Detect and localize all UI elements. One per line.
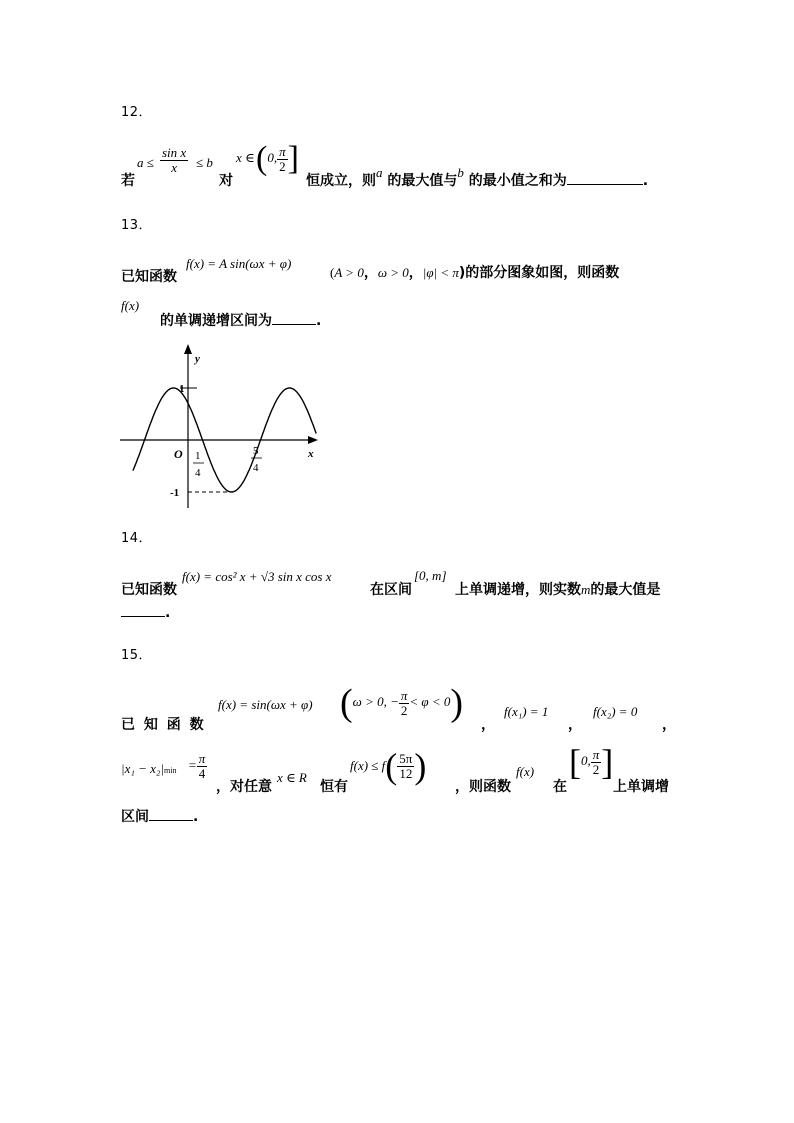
q14-lead: 已知函数: [121, 582, 177, 598]
q15-fx1: f(x₁) = 1: [504, 704, 549, 719]
question-14-number: 14．: [121, 531, 153, 546]
tick-five-quarter-top: 5: [253, 445, 259, 457]
q14-tail2: 的最大值是: [590, 582, 661, 598]
tick-quarter-bot: 4: [195, 467, 201, 479]
q14-mid: 在区间: [370, 582, 412, 598]
q15-text2: 恒有: [320, 779, 348, 795]
q13-lead: 已知函数: [121, 269, 177, 285]
q15-comma1: ，: [481, 717, 495, 733]
q15-line3: [121, 806, 198, 826]
q13-end: .: [316, 313, 322, 329]
q13-tail2: 的单调递增区间为: [160, 313, 272, 329]
q15-func: f(x) = sin(ωx + φ): [218, 697, 313, 712]
q12-int-top: π: [279, 143, 286, 159]
tick-quarter-top: 1: [195, 450, 201, 462]
q12-text3: 的最小值之和为: [468, 173, 567, 189]
q14-end: .: [165, 605, 171, 621]
q12-var-b: b: [457, 165, 464, 180]
q12-text2: 的最大值与: [387, 173, 458, 189]
q15-eq: =: [188, 757, 197, 773]
q15-cond-frac-top: π: [400, 687, 408, 703]
y-axis-label: y: [195, 353, 200, 365]
q12-ineq-right: ≤ b: [196, 155, 213, 170]
q15-condition: (ω > 0, − $\frac{\pi}{2}$ < φ < 0): [340, 682, 464, 724]
q15-absdiff-group: [121, 761, 176, 777]
q13-sine-graph: [115, 340, 325, 515]
q13-cond1: A > 0: [334, 265, 364, 280]
q15-fx2: f(x₂) = 0: [593, 704, 638, 719]
q15-pi-bot: 4: [198, 766, 206, 781]
q12-interval: (0, $\frac{\pi}{2}$ ]: [256, 140, 299, 177]
q12-text1: 恒成立，则: [306, 173, 376, 189]
y-axis-arrow-icon: [184, 344, 192, 354]
q15-int-zero: 0,: [581, 752, 591, 768]
q12-end: .: [642, 173, 649, 189]
q15-comma3: ，: [662, 717, 676, 733]
q15-comma2: ，: [568, 717, 582, 733]
q15-text3: ，则函数: [455, 779, 511, 795]
q12-dui: 对: [219, 173, 233, 189]
q15-cond-b: < φ < 0: [409, 693, 451, 709]
q13-conditions: [330, 262, 619, 282]
q13-tail2-line: [160, 310, 321, 330]
q12-var-a: a: [376, 165, 383, 180]
q12-int-bot: 2: [279, 158, 286, 174]
q15-pi-top: π: [198, 751, 206, 766]
q12-lead: 若: [121, 173, 135, 189]
x-axis-label: x: [308, 448, 314, 460]
q13-cond3: |φ| < π: [422, 265, 459, 280]
q15-cond-frac-bot: 2: [400, 702, 408, 718]
q15-forall: x ∈ R: [277, 770, 307, 785]
x-axis-arrow-icon: [308, 436, 318, 444]
q12-answer-blank[interactable]: [567, 184, 643, 185]
q15-cond-a: ω > 0, −: [352, 693, 399, 709]
q13-comma1: ，: [363, 265, 378, 281]
q14-answer-blank[interactable]: [121, 616, 165, 617]
q15-text5: 上单调增: [613, 779, 669, 795]
q12-frac-top: sin x: [162, 145, 187, 160]
q15-func2: f(x): [516, 764, 535, 779]
question-15-number: 15．: [121, 648, 153, 663]
q13-cond-open: (: [330, 265, 335, 280]
q13-func: f(x) = A sin(ωx + φ): [186, 256, 292, 271]
origin-label: O: [174, 447, 183, 461]
y-max-label: 1: [179, 383, 185, 395]
q14-tail-line: [455, 579, 660, 599]
q13-comma2: ，: [408, 265, 423, 281]
q15-end: .: [193, 809, 199, 825]
q15-interval: [0, $\frac{\pi}{2}$ ]: [569, 742, 614, 782]
q15-big-bot: 12: [399, 765, 413, 781]
q15-int-top: π: [592, 746, 600, 762]
q14-func: f(x) = cos² x + √3 sin x cos x: [182, 569, 332, 584]
q15-min-sub: min: [164, 766, 177, 775]
q12-domain-x: x ∈: [236, 150, 255, 165]
q13-cond2: ω > 0: [377, 265, 409, 280]
q12-frac-bot: x: [171, 160, 177, 175]
q14-tail: 上单调递增，则实数: [455, 582, 581, 598]
q15-text1: ，对任意: [216, 779, 272, 795]
q12-fraction: [160, 146, 188, 175]
q15-line3-text: 区间: [121, 809, 149, 825]
q15-int-bot: 2: [592, 761, 600, 777]
question-12-number: 12．: [121, 105, 153, 120]
q14-var-m: m: [581, 582, 591, 597]
q15-answer-blank[interactable]: [149, 820, 193, 821]
q15-pi-over-4: [188, 752, 207, 781]
q15-absdiff: |x₁ − x₂|: [121, 761, 164, 776]
q15-lead: 已 知 函 数: [121, 717, 204, 733]
q14-blank-line: [121, 605, 170, 621]
q15-ineq: f(x) ≤ f: [350, 758, 386, 773]
q12-text-line: [306, 165, 649, 190]
tick-five-quarter-bot: 4: [253, 462, 259, 474]
q15-big-top: 5π: [399, 750, 413, 766]
y-min-label: -1: [170, 487, 180, 499]
q13-tail1: )的部分图象如图，则函数: [458, 265, 620, 281]
question-13-number: 13．: [121, 218, 153, 233]
q15-text4: 在: [553, 779, 567, 795]
q12-int-zero: 0,: [267, 149, 278, 165]
q13-answer-blank[interactable]: [272, 324, 316, 325]
q14-interval: [0, m]: [414, 568, 447, 583]
q13-func2: f(x): [121, 298, 140, 313]
q12-ineq-left: a ≤: [137, 155, 154, 170]
q15-ineq-group: f(x) ≤ f( $\frac{5\pi}{12}$ ): [350, 746, 427, 786]
